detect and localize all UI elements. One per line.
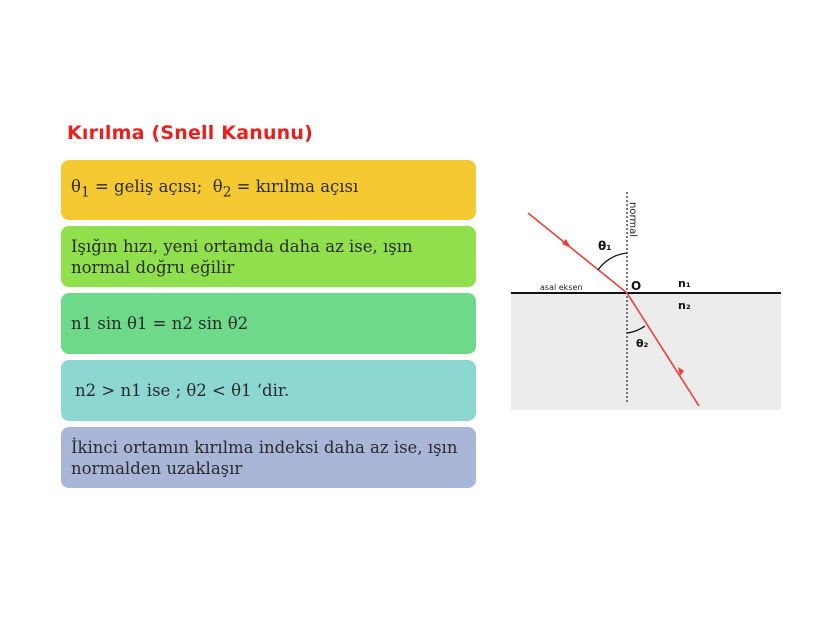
theta1-subscript: 1 <box>80 184 90 201</box>
incidence-definition: = geliş açısı; <box>89 177 213 197</box>
box-angle-definitions <box>61 160 476 220</box>
box-lower-index-rule <box>61 427 476 488</box>
theta1-symbol: θ <box>71 177 81 197</box>
n2-label: n₂ <box>678 299 691 312</box>
incident-ray <box>528 213 627 293</box>
normal-label: normal <box>627 202 638 238</box>
slide-title: Kırılma (Snell Kanunu) <box>67 122 314 144</box>
angle-definitions-text <box>71 176 358 203</box>
lower-medium <box>511 293 781 410</box>
lower-index-rule-text: İkinci ortamın kırılma indeksi daha az ise, ışın normalden uzaklaşır <box>71 437 458 478</box>
axis-label: asal eksen <box>540 283 583 292</box>
speed-rule-text: Işığın hızı, yeni ortamda daha az ise, ışın normal doğru eğilir <box>71 236 413 277</box>
refraction-definition: = kırılma açısı <box>231 177 359 197</box>
index-comparison-text: n2 > n1 ise ; θ2 < θ1 ‘dir. <box>75 381 290 400</box>
box-index-comparison <box>61 360 476 421</box>
theta1-label: θ₁ <box>598 239 612 253</box>
theta1-arc <box>598 253 627 270</box>
box-speed-rule <box>61 226 476 287</box>
refraction-diagram <box>510 190 782 412</box>
snell-equation-text: n1 sin θ1 = n2 sin θ2 <box>71 314 249 333</box>
theta2-symbol: θ <box>212 177 223 197</box>
n1-label: n₁ <box>678 277 691 290</box>
theta2-label: θ₂ <box>636 337 649 350</box>
theta2-subscript: 2 <box>222 184 232 201</box>
origin-label: O <box>631 279 642 293</box>
incident-arrowhead <box>562 239 571 248</box>
box-snell-equation <box>61 293 476 354</box>
